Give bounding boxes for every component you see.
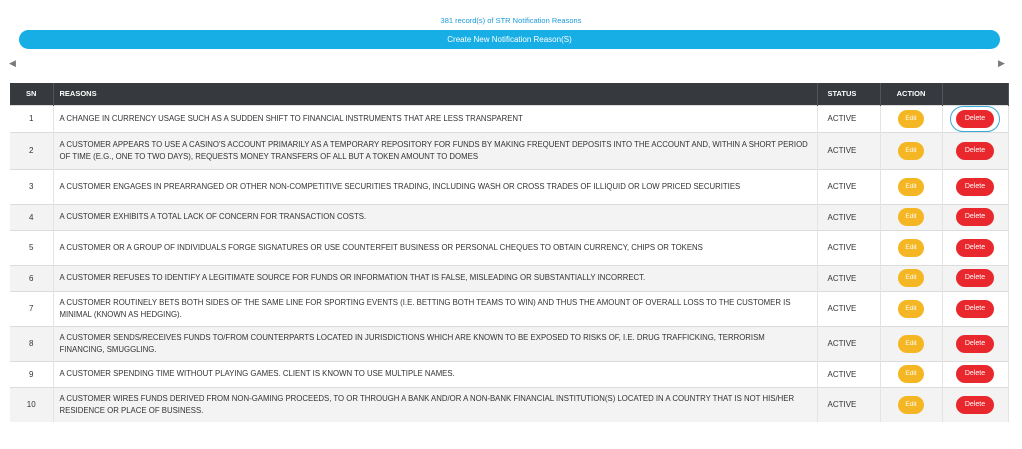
edit-button[interactable]: Edit	[898, 239, 924, 257]
table-header-row	[10, 83, 1008, 105]
edit-button[interactable]: Edit	[898, 110, 924, 128]
row-edit-cell	[880, 132, 942, 169]
row-status: ACTIVE	[817, 230, 880, 265]
delete-button[interactable]: Delete	[956, 365, 994, 383]
row-reason: A CHANGE IN CURRENCY USAGE SUCH AS A SUDDEN SHIFT TO FINANCIAL INSTRUMENTS THAT ARE LESS TRANSPARENT	[53, 105, 817, 132]
column-header-sn: SN	[10, 83, 53, 105]
row-delete-cell	[942, 169, 1008, 204]
table-row	[10, 291, 1008, 326]
row-delete-cell	[942, 105, 1008, 132]
row-status: ACTIVE	[817, 204, 880, 230]
table-row	[10, 265, 1008, 291]
table-row	[10, 132, 1008, 169]
row-edit-cell	[880, 265, 942, 291]
row-sn: 9	[10, 361, 53, 387]
row-sn: 2	[10, 132, 53, 169]
row-edit-cell	[880, 105, 942, 132]
edit-button[interactable]: Edit	[898, 142, 924, 160]
row-edit-cell	[880, 387, 942, 422]
delete-button[interactable]: Delete	[956, 110, 994, 128]
row-sn: 8	[10, 326, 53, 361]
row-sn: 4	[10, 204, 53, 230]
row-delete-cell	[942, 361, 1008, 387]
row-delete-cell	[942, 230, 1008, 265]
delete-button[interactable]: Delete	[956, 239, 994, 257]
row-status: ACTIVE	[817, 169, 880, 204]
row-reason: A CUSTOMER ENGAGES IN PREARRANGED OR OTHER NON-COMPETITIVE SECURITIES TRADING, INCLUDING WASH OR CROSS TRADES OF ILLIQUID OR LOW PRICED SECURITIES	[53, 169, 817, 204]
row-reason: A CUSTOMER OR A GROUP OF INDIVIDUALS FORGE SIGNATURES OR USE COUNTERFEIT BUSINESS OR PERSONAL CHEQUES TO OBTAIN CURRENCY, CHIPS OR TOKENS	[53, 230, 817, 265]
row-status: ACTIVE	[817, 265, 880, 291]
table-body	[10, 105, 1008, 422]
row-reason: A CUSTOMER SPENDING TIME WITHOUT PLAYING GAMES. CLIENT IS KNOWN TO USE MULTIPLE NAMES.	[53, 361, 817, 387]
row-status: ACTIVE	[817, 361, 880, 387]
edit-button[interactable]: Edit	[898, 365, 924, 383]
row-status: ACTIVE	[817, 291, 880, 326]
row-status: ACTIVE	[817, 387, 880, 422]
row-delete-cell	[942, 265, 1008, 291]
column-header-status: STATUS	[817, 83, 880, 105]
table-row	[10, 361, 1008, 387]
row-delete-cell	[942, 387, 1008, 422]
row-sn: 5	[10, 230, 53, 265]
scroll-right-icon[interactable]: ▶	[998, 58, 1005, 68]
delete-button[interactable]: Delete	[956, 269, 994, 287]
row-delete-cell	[942, 326, 1008, 361]
edit-button[interactable]: Edit	[898, 335, 924, 353]
row-edit-cell	[880, 169, 942, 204]
table-row	[10, 204, 1008, 230]
row-sn: 6	[10, 265, 53, 291]
row-reason: A CUSTOMER EXHIBITS A TOTAL LACK OF CONCERN FOR TRANSACTION COSTS.	[53, 204, 817, 230]
edit-button[interactable]: Edit	[898, 396, 924, 414]
row-edit-cell	[880, 326, 942, 361]
edit-button[interactable]: Edit	[898, 269, 924, 287]
record-count: 381 record(s) of STR Notification Reasons	[440, 16, 582, 25]
delete-button[interactable]: Delete	[956, 300, 994, 318]
table-row	[10, 230, 1008, 265]
focus-ring	[950, 106, 1000, 132]
row-edit-cell	[880, 291, 942, 326]
row-reason: A CUSTOMER REFUSES TO IDENTIFY A LEGITIMATE SOURCE FOR FUNDS OR INFORMATION THAT IS FALSE, MISLEADING OR SUBSTANTIALLY INCORRECT.	[53, 265, 817, 291]
delete-button[interactable]: Delete	[956, 396, 994, 414]
scroll-left-icon[interactable]: ◀	[9, 58, 16, 68]
row-status: ACTIVE	[817, 326, 880, 361]
row-edit-cell	[880, 230, 942, 265]
create-notification-reason-button[interactable]: Create New Notification Reason(S)	[19, 30, 1000, 49]
row-sn: 1	[10, 105, 53, 132]
row-delete-cell	[942, 291, 1008, 326]
row-edit-cell	[880, 361, 942, 387]
row-delete-cell	[942, 204, 1008, 230]
row-edit-cell	[880, 204, 942, 230]
column-header-action: ACTION	[880, 83, 942, 105]
table-row	[10, 387, 1008, 422]
row-sn: 3	[10, 169, 53, 204]
row-status: ACTIVE	[817, 132, 880, 169]
column-header-extra	[942, 83, 1008, 105]
edit-button[interactable]: Edit	[898, 178, 924, 196]
table-row	[10, 105, 1008, 132]
delete-button[interactable]: Delete	[956, 178, 994, 196]
edit-button[interactable]: Edit	[898, 208, 924, 226]
delete-button[interactable]: Delete	[956, 142, 994, 160]
row-sn: 10	[10, 387, 53, 422]
row-delete-cell	[942, 132, 1008, 169]
row-reason: A CUSTOMER WIRES FUNDS DERIVED FROM NON-GAMING PROCEEDS, TO OR THROUGH A BANK AND/OR A NON-BANK FINANCIAL INSTITUTION(S) LOCATED IN A COUNTRY THAT IS NOT HIS/HER RESIDENCE OR PLACE OF BUSINESS.	[53, 387, 817, 422]
row-reason: A CUSTOMER ROUTINELY BETS BOTH SIDES OF THE SAME LINE FOR SPORTING EVENTS (I.E. BETTING BOTH TEAMS TO WIN) AND THUS THE AMOUNT OF OVERALL LOSS TO THE CUSTOMER IS MINIMAL (KNOWN AS HEDGING).	[53, 291, 817, 326]
edit-button[interactable]: Edit	[898, 300, 924, 318]
row-reason: A CUSTOMER SENDS/RECEIVES FUNDS TO/FROM COUNTERPARTS LOCATED IN JURISDICTIONS WHICH ARE KNOWN TO BE EXPOSED TO RISKS OF, I.E. DRUG TRAFFICKING, TERRORISM FINANCING, SMUGGLING.	[53, 326, 817, 361]
table-row	[10, 326, 1008, 361]
table-row	[10, 169, 1008, 204]
delete-button[interactable]: Delete	[956, 335, 994, 353]
row-sn: 7	[10, 291, 53, 326]
row-reason: A CUSTOMER APPEARS TO USE A CASINO'S ACCOUNT PRIMARILY AS A TEMPORARY REPOSITORY FOR FUNDS BY MAKING FREQUENT DEPOSITS INTO THE ACCOUNT AND, WITHIN A SHORT PERIOD OF TIME (E.G., ONE TO TWO DAYS), REQUESTS MONEY TRANSFERS OF ALL BUT A TOKEN AMOUNT TO DOMES	[53, 132, 817, 169]
column-header-reasons: REASONS	[53, 83, 817, 105]
row-status: ACTIVE	[817, 105, 880, 132]
delete-button[interactable]: Delete	[956, 208, 994, 226]
reasons-table	[10, 83, 1009, 422]
